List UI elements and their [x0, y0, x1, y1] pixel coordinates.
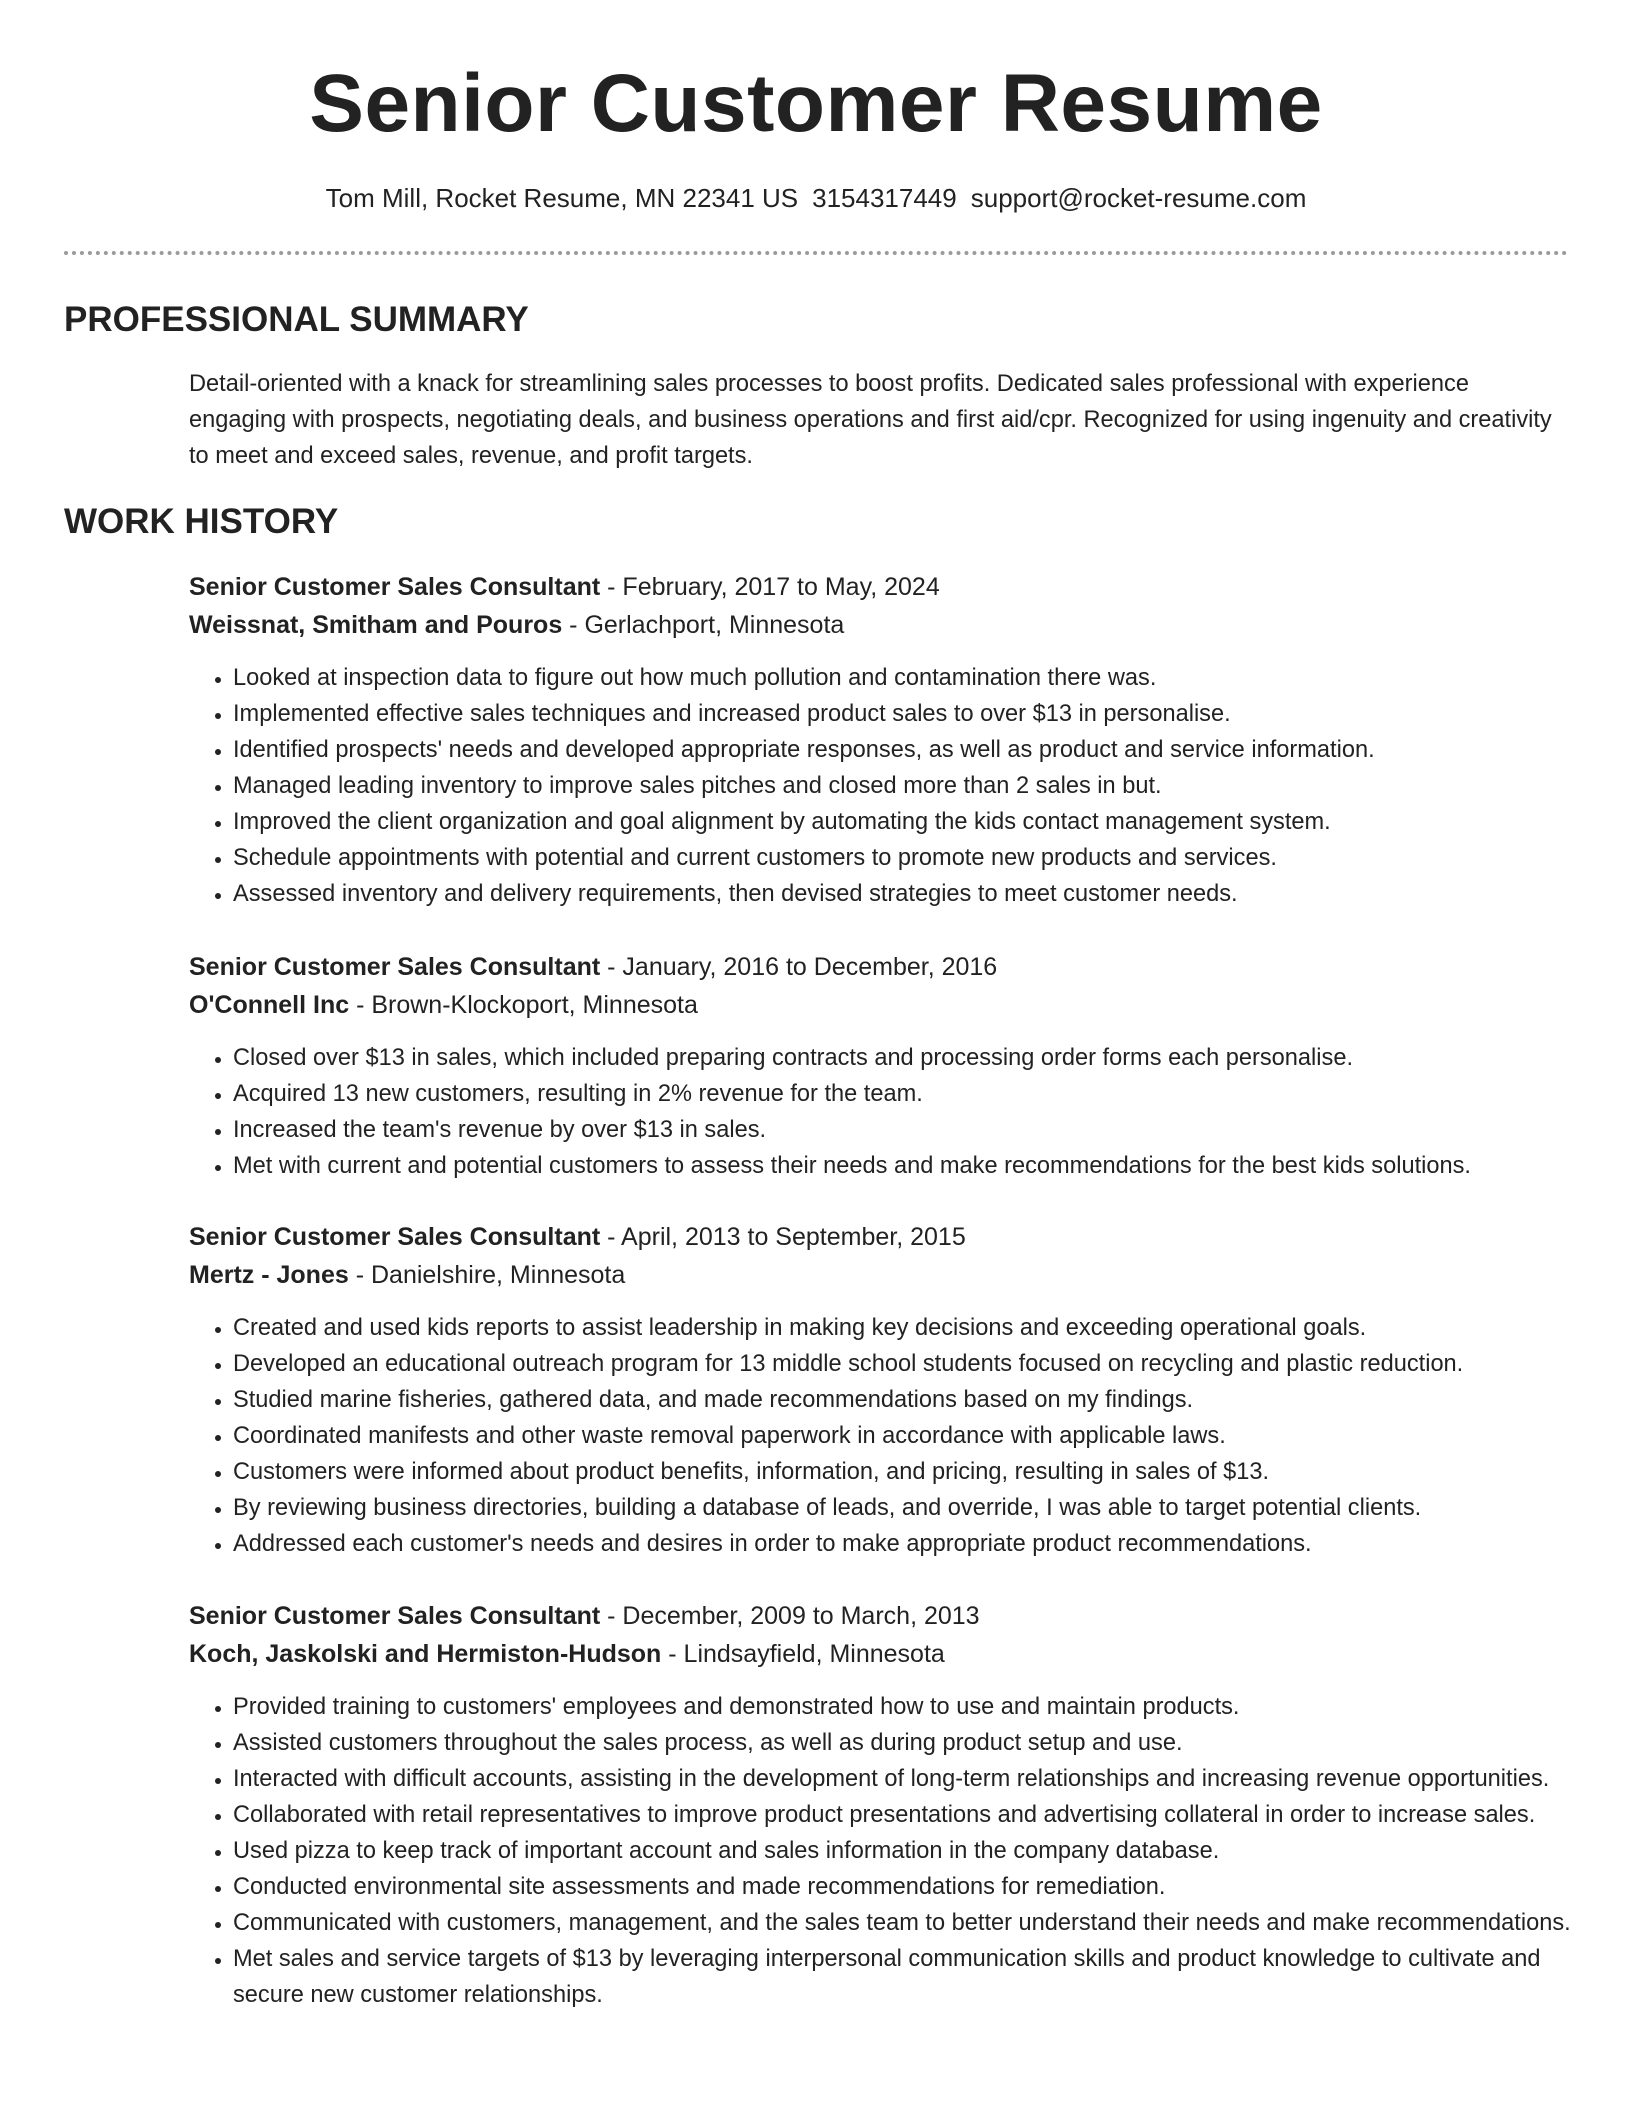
- job-dates: - December, 2009 to March, 2013: [600, 1602, 980, 1630]
- job-bullet: • By reviewing business directories, building a database of leads, and override, I was able to target potential clients.: [233, 1490, 1589, 1526]
- job-title: Senior Customer Sales Consultant: [189, 573, 601, 601]
- job-bullets: [189, 1310, 1589, 1562]
- job-bullet: • Developed an educational outreach program for 13 middle school students focused on recycling and plastic reduction.: [233, 1346, 1589, 1382]
- job-location: - Gerlachport, Minnesota: [562, 611, 845, 639]
- job-company: O'Connell Inc: [189, 991, 350, 1019]
- job-bullets: [189, 660, 1589, 912]
- job-title: Senior Customer Sales Consultant: [189, 953, 601, 981]
- job-bullet: • Assessed inventory and delivery requirements, then devised strategies to meet customer needs.: [233, 876, 1589, 912]
- job-company: Mertz - Jones: [189, 1261, 349, 1289]
- job-company: Weissnat, Smitham and Pouros: [189, 611, 563, 639]
- job-bullet: • Assisted customers throughout the sales process, as well as during product setup and use.: [233, 1725, 1589, 1761]
- job-location: - Brown-Klockoport, Minnesota: [349, 991, 698, 1019]
- job-company-line: [189, 1635, 1589, 1673]
- job-bullet: • Coordinated manifests and other waste removal paperwork in accordance with applicable laws.: [233, 1418, 1589, 1454]
- job-bullet: • Schedule appointments with potential and current customers to promote new products and services.: [233, 840, 1589, 876]
- job-bullet: • Implemented effective sales techniques and increased product sales to over $13 in personalise.: [233, 696, 1589, 732]
- summary-text: Detail-oriented with a knack for streamlining sales processes to boost profits. Dedicated sales professional with experience engaging with prospects, negotiating deals, and business operations and first aid/cpr. Recognized for using ingenuity and creativity to meet and exceed sales, revenue, and profit targets.: [189, 371, 1552, 469]
- job-dates: - February, 2017 to May, 2024: [600, 573, 940, 601]
- job-entry: [189, 568, 1589, 912]
- job-dates: - January, 2016 to December, 2016: [600, 953, 998, 981]
- job-bullet: • Interacted with difficult accounts, assisting in the development of long-term relationships and increasing revenue opportunities.: [233, 1761, 1589, 1797]
- job-title-line: [189, 568, 1589, 606]
- job-bullet: • Improved the client organization and goal alignment by automating the kids contact management system.: [233, 804, 1589, 840]
- job-bullet: • Closed over $13 in sales, which included preparing contracts and processing order forms each personalise.: [233, 1040, 1589, 1076]
- job-company-line: [189, 606, 1589, 644]
- job-title: Senior Customer Sales Consultant: [189, 1223, 601, 1251]
- contact-email[interactable]: support@rocket-resume.com: [970, 183, 1307, 213]
- job-location: - Lindsayfield, Minnesota: [661, 1640, 945, 1668]
- job-company-line: [189, 1256, 1589, 1294]
- job-bullet: • Provided training to customers' employees and demonstrated how to use and maintain products.: [233, 1689, 1589, 1725]
- job-title-line: [189, 1597, 1589, 1635]
- job-dates: - April, 2013 to September, 2015: [600, 1223, 966, 1251]
- job-company: Koch, Jaskolski and Hermiston-Hudson: [189, 1640, 662, 1668]
- job-bullet: • Increased the team's revenue by over $13 in sales.: [233, 1112, 1589, 1148]
- contact-line: [0, 180, 1632, 216]
- job-entry: [189, 1597, 1589, 2013]
- job-bullet: • Customers were informed about product benefits, information, and pricing, resulting in sales of $13.: [233, 1454, 1589, 1490]
- job-bullet: • Conducted environmental site assessments and made recommendations for remediation.: [233, 1869, 1589, 1905]
- job-bullet: • Created and used kids reports to assist leadership in making key decisions and exceeding operational goals.: [233, 1310, 1589, 1346]
- job-bullet: • Identified prospects' needs and developed appropriate responses, as well as product and service information.: [233, 732, 1589, 768]
- contact-phone: 3154317449: [812, 183, 957, 213]
- job-title: Senior Customer Sales Consultant: [189, 1602, 601, 1630]
- job-company-line: [189, 986, 1589, 1024]
- job-bullets: [189, 1040, 1589, 1184]
- contact-address: Tom Mill, Rocket Resume, MN 22341 US: [325, 183, 799, 213]
- job-bullet: • Looked at inspection data to figure out how much pollution and contamination there was.: [233, 660, 1589, 696]
- job-location: - Danielshire, Minnesota: [348, 1261, 626, 1289]
- job-title-line: [189, 1218, 1589, 1256]
- job-bullet: • Addressed each customer's needs and desires in order to make appropriate product recommendations.: [233, 1526, 1589, 1562]
- job-bullet: • Met with current and potential customers to assess their needs and make recommendations for the best kids solutions.: [233, 1148, 1589, 1184]
- job-bullet: • Used pizza to keep track of important account and sales information in the company database.: [233, 1833, 1589, 1869]
- job-bullets: [189, 1689, 1589, 2013]
- section-heading-work-history: WORK HISTORY: [64, 502, 339, 541]
- job-bullet: • Met sales and service targets of $13 by leveraging interpersonal communication skills and product knowledge to cultivate and secure new customer relationships.: [233, 1941, 1589, 2013]
- header-divider: [64, 251, 1568, 255]
- job-entry: [189, 948, 1589, 1184]
- job-title-line: [189, 948, 1589, 986]
- section-heading-summary: PROFESSIONAL SUMMARY: [64, 300, 529, 339]
- resume-title: Senior Customer Resume: [309, 58, 1323, 149]
- job-entry: [189, 1218, 1589, 1562]
- job-bullet: • Communicated with customers, management, and the sales team to better understand their needs and make recommendations.: [233, 1905, 1589, 1941]
- job-bullet: • Collaborated with retail representatives to improve product presentations and advertising collateral in order to increase sales.: [233, 1797, 1589, 1833]
- job-bullet: • Managed leading inventory to improve sales pitches and closed more than 2 sales in but.: [233, 768, 1589, 804]
- job-bullet: • Acquired 13 new customers, resulting in 2% revenue for the team.: [233, 1076, 1589, 1112]
- job-bullet: • Studied marine fisheries, gathered data, and made recommendations based on my findings.: [233, 1382, 1589, 1418]
